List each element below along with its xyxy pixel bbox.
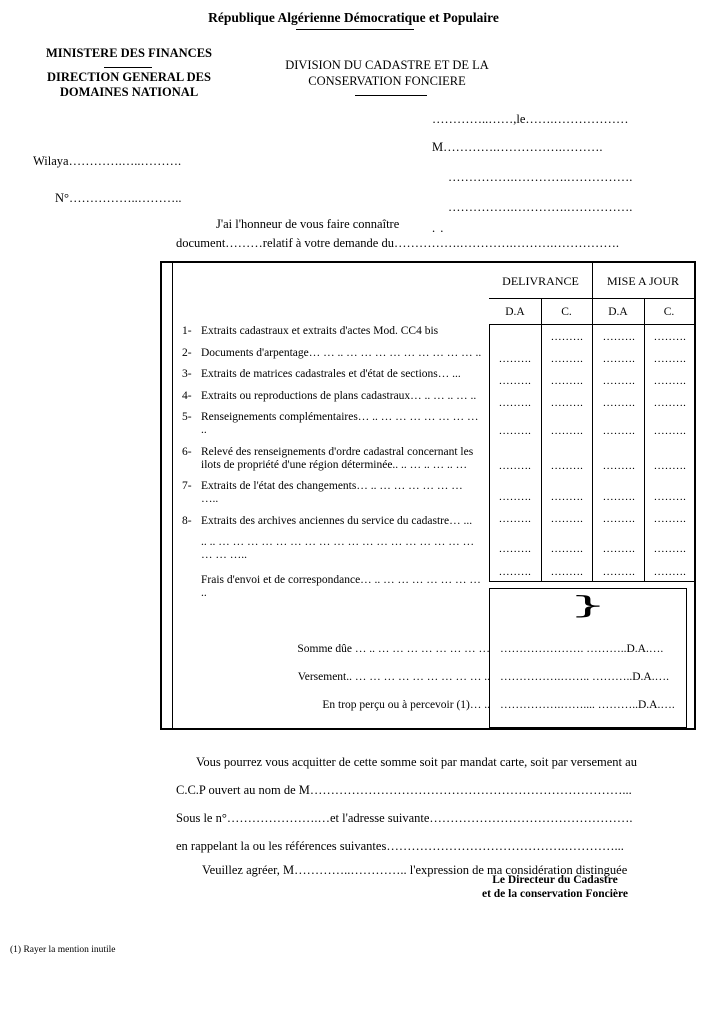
item-label: Extraits cadastraux et extraits d'actes Mod. CC4 bis (201, 325, 439, 337)
shipping-fees-label: Frais d'envoi et de correspondance… .. … … … … … … … .. (201, 574, 481, 599)
table-header-row (489, 263, 694, 299)
cell-dots: ….….. (653, 375, 687, 387)
cell-dots: ….….. (550, 425, 584, 437)
numero-field: N°……………..……….. (55, 191, 182, 205)
cell-dots: ….….. (550, 353, 584, 365)
cell-dots: ….….. (550, 513, 584, 525)
signature-line-2: et de la conservation Foncière (481, 888, 629, 900)
item-number: 2- (182, 346, 192, 359)
cell-dots: ….….. (550, 543, 584, 555)
cell-dots: ….….. (653, 460, 687, 472)
cell-dots: ….….. (602, 566, 636, 578)
subheader-da-1: D.A (489, 299, 542, 325)
footer-line-4: en rappelant la ou les références suivantes…………………………………….…………... (176, 839, 624, 853)
cell-dots: ….….. (550, 375, 584, 387)
table-subheader-row (489, 299, 694, 325)
ministry-heading: MINISTERE DES FINANCES (45, 46, 212, 60)
item-label: Extraits ou reproductions de plans cadastraux… .. … .. … .. (201, 389, 477, 402)
list-item (182, 347, 482, 360)
list-item (182, 368, 482, 381)
division-heading: DIVISION DU CADASTRE ET DE LA CONSERVATION FONCIERE (285, 58, 489, 88)
total-label-1: Somme dûe … .. … … … … … … … … (297, 643, 490, 655)
header-delivrance: DELIVRANCE (489, 263, 593, 299)
intro-text: J'ai l'honneur de vous faire connaître (216, 217, 400, 231)
item-label: Renseignements complémentaires… .. … … … … … … … .. (201, 411, 479, 436)
cell-dots: ….….. (550, 397, 584, 409)
cell-dots: ….….. (498, 491, 532, 503)
cell-dots: ….….. (653, 331, 687, 343)
cell-dots: ….….. (653, 397, 687, 409)
total-value-2: …………….…….. ………..D.A.…. (500, 671, 669, 683)
cell-dots: ….….. (550, 566, 584, 578)
cell-dots: ….….. (498, 425, 532, 437)
address-line-1: …………….………….……………. (448, 170, 633, 184)
cell-dots: ….….. (653, 566, 687, 578)
cell-dots: ….….. (602, 543, 636, 555)
subheader-c-1: C. (541, 299, 593, 325)
cell-dots: ….….. (498, 353, 532, 365)
cell-dots: ….….. (498, 397, 532, 409)
item-number: 5- (182, 411, 192, 423)
item-label: Extraits des archives anciennes du service du cadastre… ... (201, 514, 473, 527)
item-label: Extraits de matrices cadastrales et d'état de sections… ... (201, 368, 461, 380)
col-sep-5 (694, 325, 695, 581)
cell-dots: ….….. (550, 460, 584, 472)
footer-line-3: Sous le n°………………….…et l'adresse suivante…………………………………………. (176, 811, 633, 825)
dateline: …………..……,le…….……………… (432, 112, 629, 126)
cell-dots: ….….. (602, 425, 636, 437)
cell-dots: ….….. (653, 491, 687, 503)
cell-dots: ….….. (550, 331, 584, 343)
cell-dots: ….….. (602, 353, 636, 365)
col-sep-2 (541, 325, 542, 581)
list-item (182, 480, 482, 506)
total-value-1: …………………. ………..D.A.…. (500, 643, 664, 655)
footnote: (1) Rayer la mention inutile (10, 945, 116, 955)
cell-dots: ….….. (602, 375, 636, 387)
cell-dots: ….….. (550, 491, 584, 503)
cell-dots: ….….. (602, 331, 636, 343)
cell-dots: ….….. (653, 353, 687, 365)
list-item (182, 390, 482, 403)
row-bottom-line (489, 581, 694, 582)
item-label: Documents d'arpentage… … .. … … … … … … … … … .. (201, 346, 482, 359)
item-number: 8- (182, 514, 192, 527)
cell-dots: ….….. (602, 491, 636, 503)
cell-dots: ….….. (653, 513, 687, 525)
list-item (182, 411, 482, 437)
address-line-2: …………….………….……………. (448, 200, 633, 214)
cell-dots: ….….. (498, 460, 532, 472)
recipient-line: M………….…………….………. (432, 140, 603, 154)
page-title: République Algérienne Démocratique et Populaire (208, 10, 499, 25)
list-item (182, 446, 482, 472)
footer-line-1: Vous pourrez vous acquitter de cette somme soit par mandat carte, soit par versement au (196, 755, 637, 769)
header-mise-a-jour: MISE A JOUR (606, 274, 680, 288)
item-number: 7- (182, 480, 192, 492)
item-number: 3- (182, 368, 192, 380)
table-inner-left-line (172, 261, 173, 730)
list-item (182, 515, 482, 528)
division-rule (355, 95, 427, 96)
service-items-list (182, 325, 482, 600)
subheader-da-2: D.A (592, 299, 645, 325)
ministry-rule (104, 67, 152, 68)
cell-dots: ….….. (653, 543, 687, 555)
document-line: document………relatif à votre demande du…………….………….……….……………. (176, 236, 619, 250)
cell-dots: ….….. (653, 425, 687, 437)
footer-line-5: Veuillez agréer, M…………..………….. l'expression de ma considération distinguée (202, 863, 628, 877)
cell-dots: ….….. (602, 513, 636, 525)
col-sep-3 (592, 325, 593, 581)
item-number: 1- (182, 325, 192, 337)
cell-dots: ….….. (498, 543, 532, 555)
intro-dots: . . (432, 221, 445, 235)
item-number: 4- (182, 389, 192, 402)
direction-heading: DIRECTION GENERAL DES DOMAINES NATIONAL (47, 70, 211, 99)
cell-dots: ….….. (602, 397, 636, 409)
col-sep-1 (489, 325, 490, 581)
cell-dots: ….….. (498, 566, 532, 578)
total-label-3: En trop perçu ou à percevoir (1)… .. (322, 699, 490, 711)
footer-line-2: C.C.P ouvert au nom de M…………………………………………………………………... (176, 783, 632, 797)
total-label-2: Versement.. … … … … … … … … … .. (297, 671, 490, 683)
signature-line-1: Le Directeur du Cadastre (492, 874, 618, 886)
subheader-c-2: C. (663, 306, 675, 318)
title-underline (296, 29, 414, 30)
cell-dots: ….….. (602, 460, 636, 472)
item-number: 6- (182, 445, 192, 458)
item-label: Extraits de l'état des changements… .. … … … … … … ….. (201, 480, 463, 505)
col-sep-4 (644, 325, 645, 581)
wilaya-field: Wilaya………….…..………. (33, 154, 182, 168)
cell-dots: ….….. (498, 375, 532, 387)
total-value-3: …………….…….... ………..D.A.…. (500, 699, 675, 711)
list-item (182, 325, 482, 338)
item-label: Relevé des renseignements d'ordre cadastral concernant les ilots de propriété d'une région déterminée.. .. … .. … .. … (201, 445, 474, 471)
cell-dots: ….….. (498, 513, 532, 525)
brace-symbol: } (568, 592, 608, 620)
signature-block (420, 873, 690, 901)
blank-row: .. .. … … … … … … … … … … … … … … … … … … … … ….. (201, 536, 475, 561)
